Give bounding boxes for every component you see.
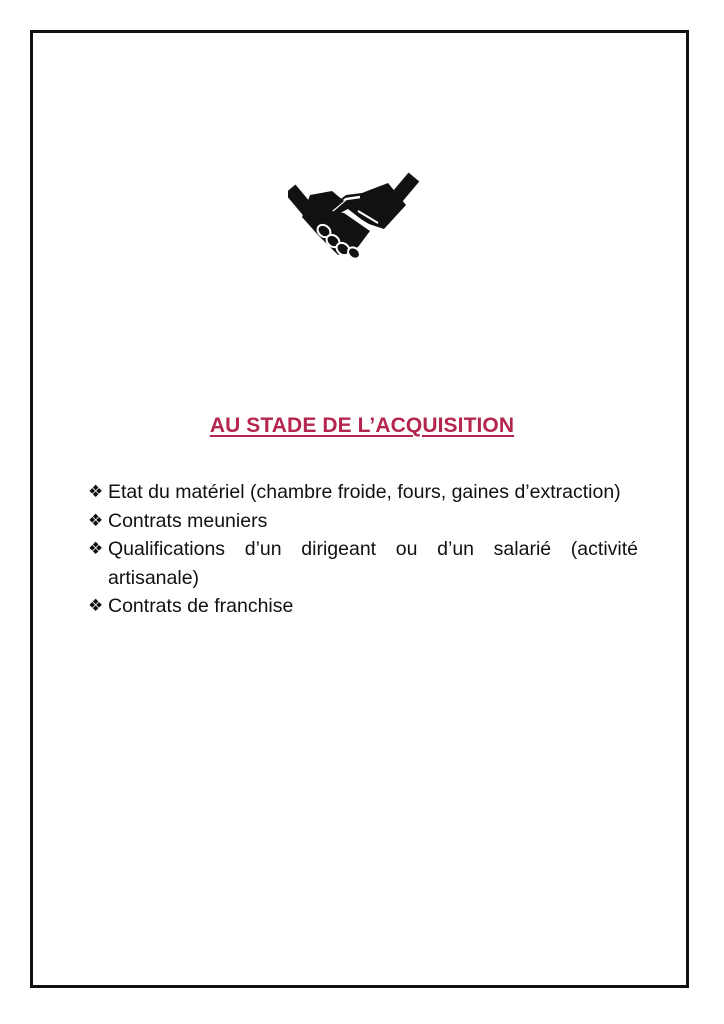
list-item [88,535,638,592]
list-item-text: Etat du matériel (chambre froide, fours, gaines d’extraction) [108,481,621,503]
list-item [88,478,638,507]
list-item [88,592,638,621]
diamond-bullet-icon: ❖ [88,596,104,616]
diamond-bullet-icon: ❖ [88,482,104,502]
section-title: AU STADE DE L’ACQUISITION [209,414,515,437]
list-item-text: Qualifications d’un dirigeant ou d’un salarié (activité artisanale) [108,538,638,589]
diamond-bullet-icon: ❖ [88,539,104,559]
handshake-icon [288,165,420,265]
list-item-text: Contrats meuniers [108,509,268,532]
list-item-text: Contrats de franchise [108,595,294,617]
criteria-list [88,478,638,621]
list-item [88,507,638,536]
diamond-bullet-icon: ❖ [88,510,104,531]
